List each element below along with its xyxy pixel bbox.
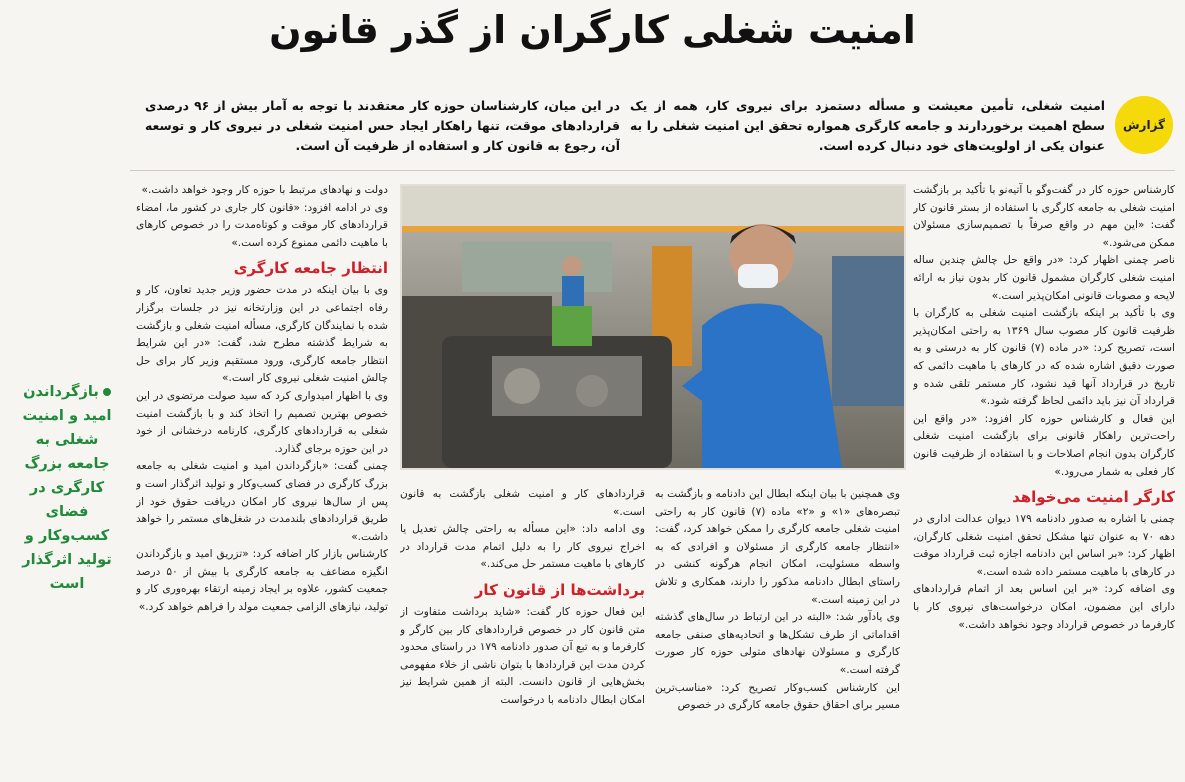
- paragraph: این فعال و کارشناس حوزه کار افزود: «در واقع این راحت‌ترین راهکار قانونی برای بازگشت امنیت شغلی کارگران بدون انجام اصلاحات و با استفاده از ظرفیت قانون کار فعلی به شمار می‌رود.»: [913, 412, 1175, 478]
- paragraph: این فعال حوزه کار گفت: «شاید برداشت متفاوت از متن قانون کار در خصوص قراردادهای کار بین کارگر و کارفرما و به تبع آن صدور دادنامه ۱۷۹ در راستای محدود کردن مدت این قراردادها با بتوان ناشی از خلاء مفهومی بخش‌هایی از قانون دانست. البته از همین شرایط نیز امکان ابطال دادنامه با درخواست: [400, 605, 645, 706]
- paragraph: وی یادآور شد: «البته در این ارتباط در سال‌های گذشته اقداماتی از طرف تشکل‌ها و اتحادیه‌های صنفی جامعه کارگری و مسئولان نهادهای متولی حوزه کار صورت گرفته است.»: [655, 611, 900, 676]
- lead-left: در این میان، کارشناسان حوزه کار معتقدند با توجه به آمار بیش از ۹۶ درصدی قراردادهای موقت، تنها راهکار ایجاد حس امنیت شغلی در نیروی کار و توسعه آن، رجوع به قانون کار و استفاده از ظرفیت آن است.: [145, 98, 620, 153]
- paragraph: چمنی با اشاره به صدور دادنامه ۱۷۹ دیوان عدالت اداری در دهه ۷۰ به عنوان تنها مشکل تحقق امنیت شغلی کارگران، اظهار کرد: «بر اساس این دادنامه اجازه ثبت قرارداد موقت در کارهای با ماهیت مستمر داده شده است.»: [913, 513, 1175, 578]
- paragraph: دولت و نهادهای مرتبط با حوزه کار وجود خواهد داشت.»: [141, 184, 388, 196]
- paragraph: وی با بیان اینکه در مدت حضور وزیر جدید تعاون، کار و رفاه اجتماعی در این وزارتخانه نیز در جلسات برگزار شده با نمایندگان کارگری، مسأله امنیت شغلی و بازگشت به شرایط گذشته مطرح شد، گفت: «در این شرایط انتظار جامعه کارگری، ورود مستقیم وزیر کار برای حل چالش امنیت شغلی نیروی کار است.»: [136, 284, 388, 385]
- paragraph: وی ادامه داد: «این مسأله به راحتی چالش تعدیل یا اخراج نیروی کار را به دلیل اتمام مدت قرارداد در کارهای با ماهیت مستمر حل می‌کند.»: [400, 523, 645, 571]
- paragraph: ناصر چمنی اظهار کرد: «در واقع حل چالش چندین ساله امنیت شغلی کارگران مشمول قانون کار بدون نیاز به ارائه لایحه و مصوبات قانونی امکان‌پذیر است.»: [913, 254, 1175, 302]
- report-tag-badge: گزارش: [1115, 96, 1173, 154]
- article-photo: [400, 184, 906, 470]
- paragraph: قراردادهای کار و امنیت شغلی بازگشت به قانون است.»: [400, 488, 645, 518]
- column-2: [655, 486, 900, 782]
- paragraph: کارشناس حوزه کار در گفت‌وگو با آتیه‌نو با تأکید بر بازگشت امنیت شغلی به جامعه کارگری با استفاده از بستر قانون کار گفت: «این مهم در واقع صرفاً با تصمیم‌سازی مسئولان ممکن می‌شود.»: [913, 184, 1175, 249]
- paragraph: این کارشناس کسب‌وکار تصریح کرد: «مناسب‌ترین مسیر برای احقاق حقوق جامعه کارگری در خصوص: [655, 681, 900, 712]
- column-3: [400, 486, 645, 782]
- pull-quote: [16, 380, 118, 596]
- paragraph: وی با تأکید بر اینکه بازگشت امنیت شغلی به کارگران با ظرفیت قانون کار مصوب سال ۱۳۶۹ به راحتی امکان‌پذیر است، تصریح کرد: «در ماده (۷) قانون کار به درستی و به صورت دقیق اشاره شده که در کارهای با ماهیت دائمی که تاریخ در قرارداد آنها قید نشود، کار مستمر تلقی شده و قرارداد آن نیز باید دائمی لحاظ گرفته شود.»: [913, 307, 1175, 408]
- bullet-icon: [103, 388, 111, 396]
- divider: [130, 170, 1175, 171]
- subhead: کارگر امنیت می‌خواهد: [1012, 488, 1175, 507]
- factory-worker-photo: [402, 186, 904, 468]
- pull-quote-text: بازگرداندن امید و امنیت شغلی به جامعه بزرگ کارگری در فضای کسب‌وکار و تولید اثرگذار است: [22, 383, 112, 592]
- paragraph: وی در ادامه افزود: «قانون کار جاری در کشور ما، امضاء قراردادهای کار موقت و کوتاه‌مدت را در خصوص کارهای با ماهیت دائمی ممنوع کرده است.»: [136, 201, 388, 249]
- paragraph: وی اضافه کرد: «بر این اساس بعد از اتمام قراردادهای دارای این مضمون، امکان درخواست‌های نیروی کار با کارفرما در خصوص قرارداد وجود نخواهد داشت.»: [913, 583, 1175, 631]
- lead-right: امنیت شغلی، تأمین معیشت و مسأله دستمزد برای نیروی کار، همه از یک سطح اهمیت برخوردارند و جامعه کارگری همواره تحقق این امنیت شغلی را به عنوان یکی از اولویت‌های خود دنبال کرده است.: [630, 98, 1105, 153]
- paragraph: چمنی گفت: «بازگرداندن امید و امنیت شغلی به جامعه بزرگ کارگری در فضای کسب‌وکار و تولید اثرگذار است و پس از سال‌ها نیروی کار امکان دریافت حقوق خود از طریق قراردادهای بلندمدت در شغل‌های مستمر را خواهد داشت.»: [136, 460, 388, 543]
- column-4: [136, 182, 388, 782]
- subhead: برداشت‌ها از قانون کار: [474, 580, 645, 599]
- headline: امنیت شغلی کارگران از گذر قانون: [269, 8, 916, 52]
- paragraph: کارشناس بازار کار اضافه کرد: «تزریق امید و بازگرداندن انگیزه مضاعف به جامعه کارگری با بیش از ۵۰ درصد جمعیت کشور، علاوه بر ایجاد زمینه ارتقاء بهره‌وری کار و تولید، نیازهای الزامی جمعیت مولد را فراهم خواهد کرد.»: [136, 548, 388, 614]
- paragraph: وی همچنین با بیان اینکه ابطال این دادنامه و بازگشت به تبصره‌های «۱» و «۲» ماده (۷) قانون کار به راحتی امنیت شغلی جامعه کارگری را ممکن خواهد کرد، گفت: «انتظار جامعه کارگری از مسئولان و افرادی که به واسطه مسئولیت، امکان انجام هرگونه کنشی در راستای ابطال دادنامه مذکور را دارند، همکاری و تلاش در این زمینه است.»: [655, 488, 900, 606]
- subhead: انتظار جامعه کارگری: [233, 259, 388, 278]
- paragraph: وی با اظهار امیدواری کرد که سید صولت مرتضوی در این خصوص بهترین تصمیم را اتخاذ کند و با بازگشت امنیت شغلی به قراردادهای کارگری، کارنامه درخشانی از خود در این حوزه برجای گذارد.: [136, 389, 388, 455]
- column-1: [913, 182, 1175, 782]
